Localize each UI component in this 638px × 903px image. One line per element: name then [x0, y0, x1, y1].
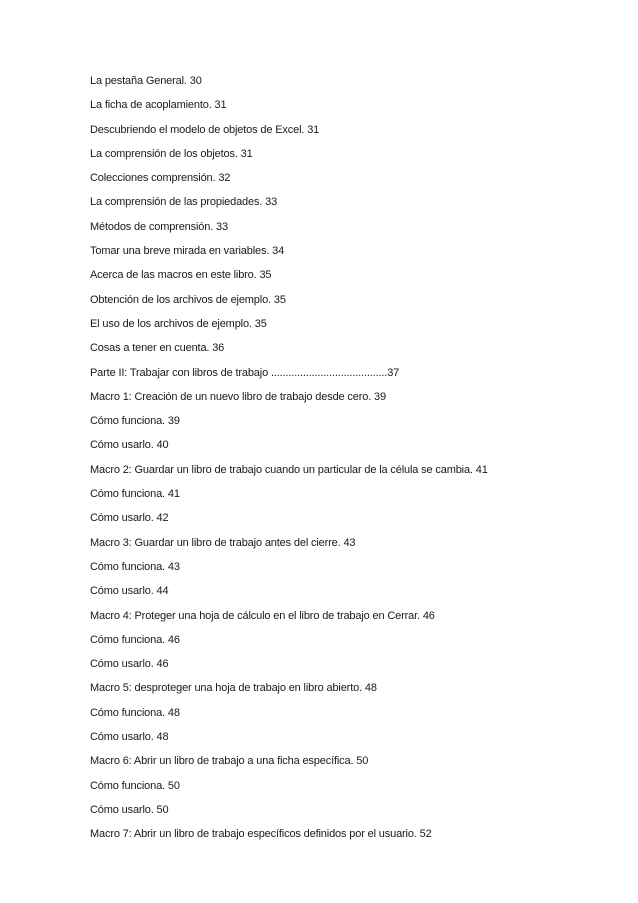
- toc-entry: La comprensión de las propiedades. 33: [90, 196, 278, 209]
- toc-entry: Macro 4: Proteger una hoja de cálculo en el libro de trabajo en Cerrar. 46: [90, 609, 435, 622]
- toc-entry: Cómo funciona. 39: [90, 415, 180, 428]
- toc-entry: Macro 1: Creación de un nuevo libro de trabajo desde cero. 39: [90, 390, 386, 403]
- toc-entry: Obtención de los archivos de ejemplo. 35: [90, 293, 286, 306]
- toc-entry: Cómo funciona. 50: [90, 779, 180, 792]
- toc-entry: La ficha de acoplamiento. 31: [90, 99, 227, 112]
- toc-entry: Cómo usarlo. 48: [90, 731, 169, 744]
- toc-entry: La comprensión de los objetos. 31: [90, 147, 253, 160]
- toc-entry: Cómo funciona. 41: [90, 488, 180, 501]
- toc-entry: Cómo usarlo. 40: [90, 439, 169, 452]
- toc-entry: Cosas a tener en cuenta. 36: [90, 342, 225, 355]
- toc-entry: El uso de los archivos de ejemplo. 35: [90, 317, 267, 330]
- toc-entry: Cómo usarlo. 46: [90, 658, 169, 671]
- table-of-contents: [90, 72, 610, 850]
- toc-entry: Cómo funciona. 48: [90, 706, 180, 719]
- toc-entry: Colecciones comprensión. 32: [90, 172, 231, 185]
- toc-entry: Acerca de las macros en este libro. 35: [90, 269, 272, 282]
- toc-entry: La pestaña General. 30: [90, 75, 202, 87]
- toc-entry: Macro 6: Abrir un libro de trabajo a una ficha específica. 50: [90, 755, 369, 768]
- toc-entry: Métodos de comprensión. 33: [90, 220, 228, 233]
- toc-entry: Cómo usarlo. 44: [90, 585, 169, 598]
- toc-entry: Macro 2: Guardar un libro de trabajo cuando un particular de la célula se cambia. 41: [90, 463, 488, 476]
- toc-entry: Cómo funciona. 46: [90, 633, 180, 646]
- toc-entry: Cómo usarlo. 50: [90, 803, 169, 816]
- toc-entry: Macro 7: Abrir un libro de trabajo específicos definidos por el usuario. 52: [90, 828, 432, 841]
- toc-entry: Descubriendo el modelo de objetos de Excel. 31: [90, 123, 320, 136]
- toc-entry: Macro 3: Guardar un libro de trabajo antes del cierre. 43: [90, 536, 356, 549]
- toc-entry: Cómo funciona. 43: [90, 560, 180, 573]
- toc-entry: Parte II: Trabajar con libros de trabajo ........................................37: [90, 366, 400, 379]
- toc-entry: Cómo usarlo. 42: [90, 512, 169, 525]
- toc-entry: Tomar una breve mirada en variables. 34: [90, 245, 285, 258]
- toc-entry: Macro 5: desproteger una hoja de trabajo en libro abierto. 48: [90, 682, 377, 695]
